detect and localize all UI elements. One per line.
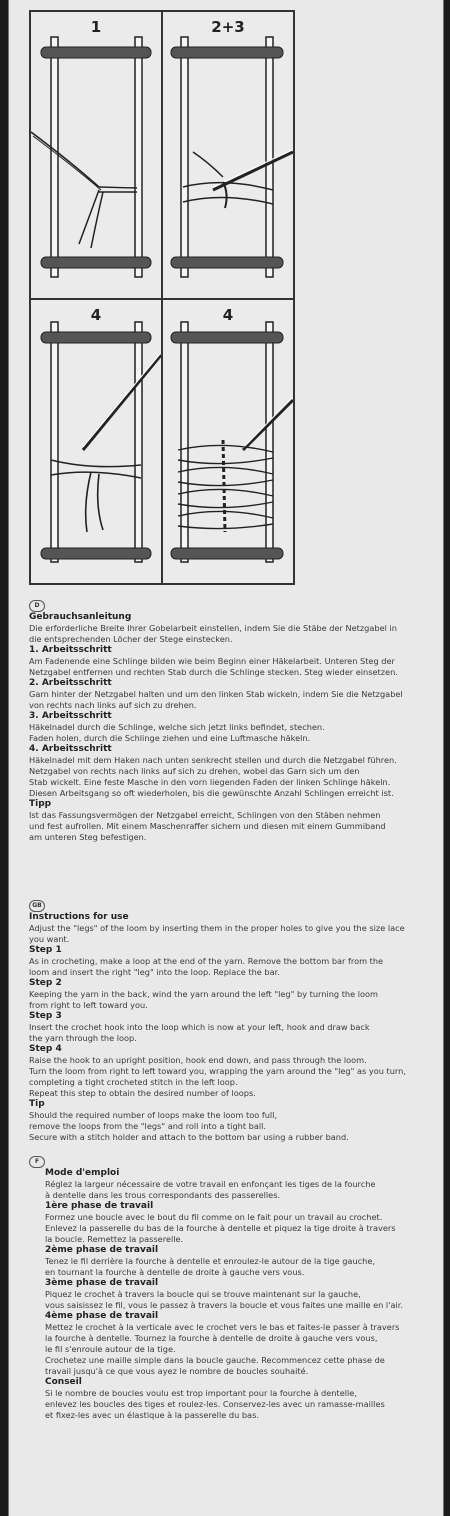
block-heading: Step 3 [29,1011,62,1021]
text-line: Stab wickelt. Eine feste Masche in den vorn liegenden Faden der linken Schlinge häkeln. [29,777,391,787]
block [29,799,439,843]
panel-number: 4 [222,306,234,324]
panel-number: 2+3 [211,18,245,36]
text-line: Am Fadenende eine Schlinge bilden wie beim Beginn einer Häkelarbeit. Unteren Steg der [29,656,395,666]
text-line: Réglez la largeur nécessaire de votre travail en enfonçant les tiges de la fourche [45,1179,376,1189]
text-line: Enlevez la passerelle du bas de la fourche à dentelle et piquez la tige droite à travers [45,1223,396,1233]
panel-step-4-a [29,298,163,585]
block [29,978,439,1011]
text-line: Diesen Arbeitsgang so oft wiederholen, bis die gewünschte Anzahl Schlingen erreicht ist. [29,788,394,798]
block-heading: Step 4 [29,1044,62,1054]
text-line: die entsprechenden Löcher der Stege einstecken. [29,634,233,644]
text-line: Keeping the yarn in the back, wind the yarn around the left "leg" by turning the loom [29,989,379,999]
loom-illustration [31,300,161,583]
illustration-grid [29,10,439,585]
text-line: Ist das Fassungsvermögen der Netzgabel erreicht, Schlingen von den Stäben nehmen [29,810,381,820]
loom-illustration [163,300,293,583]
text-line: Netzgabel von rechts nach links auf sich zu drehen, wobei das Garn sich um den [29,766,360,776]
text-line: the yarn through the loop. [29,1033,137,1043]
text-line: vous saisissez le fil, vous le passez à travers la boucle et vous faites une maille en l'air. [45,1300,403,1310]
block-heading: 1. Arbeitsschritt [29,645,112,655]
block [29,1311,439,1377]
section-english [29,892,439,1143]
language-badge: GB [29,900,45,912]
text-line: Should the required number of loops make the loom too full, [29,1110,278,1120]
text-line: Turn the loom from right to left toward you, wrapping the yarn around the "leg" as you turn, [29,1066,406,1076]
block [29,1011,439,1044]
text-line: you want. [29,934,70,944]
panel-number: 4 [90,306,102,324]
block [29,1278,439,1311]
text-line: Adjust the "legs" of the loom by inserting them in the proper holes to give you the size lace [29,923,405,933]
text-line: Die erforderliche Breite Ihrer Gobelarbeit einstellen, indem Sie die Stäbe der Netzgabel in [29,623,397,633]
instruction-sheet [8,0,444,1516]
text-line: Netzgabel entfernen und rechten Stab durch die Schlinge stecken. Steg wieder einsetzen. [29,667,398,677]
text-line: from right to left toward you. [29,1000,148,1010]
panel-step-2-3 [161,10,295,300]
block [29,912,439,945]
text-line: Tenez le fil derrière la fourche à dentelle et enroulez-le autour de la tige gauche, [45,1256,375,1266]
block-heading: 4. Arbeitsschritt [29,744,112,754]
block-heading: Step 2 [29,978,62,988]
text-line: Secure with a stitch holder and attach to the bottom bar using a rubber band. [29,1132,349,1142]
block [29,945,439,978]
text-line: à dentelle dans les trous correspondants des passerelles. [45,1190,281,1200]
text-line: Mettez le crochet à la verticale avec le crochet vers le bas et faites-le passer à travers [45,1322,400,1332]
block-heading: 2ème phase de travail [45,1245,159,1255]
loom-illustration [31,12,161,298]
text-line: Piquez le crochet à travers la boucle qui se trouve maintenant sur la gauche, [45,1289,361,1299]
text-line: en tournant la fourche à dentelle de droite à gauche vers vous. [45,1267,305,1277]
block [29,744,439,799]
block [29,612,439,645]
text-line: am unteren Steg befestigen. [29,832,147,842]
section-french [29,1148,439,1421]
text-line: Raise the hook to an upright position, hook end down, and pass through the loom. [29,1055,367,1065]
text-line: Häkelnadel mit dem Haken nach unten senkrecht stellen und durch die Netzgabel führen. [29,755,397,765]
text-line: Häkelnadel durch die Schlinge, welche sich jetzt links befindet, stechen. [29,722,325,732]
text-line: la fourche à dentelle. Tournez la fourche à dentelle de droite à gauche vers vous, [45,1333,378,1343]
block-heading: Tipp [29,799,52,809]
text-line: completing a tight crocheted stitch in the left loop. [29,1077,238,1087]
text-line: Insert the crochet hook into the loop which is now at your left, hook and draw back [29,1022,370,1032]
loom-illustration [163,12,293,298]
block-heading: Tip [29,1099,45,1109]
block-heading: Gebrauchsanleitung [29,612,132,622]
text-line: la boucle. Remettez la passerelle. [45,1234,184,1244]
text-line: von rechts nach links auf sich zu drehen. [29,700,197,710]
text-line: remove the loops from the "legs" and roll into a tight ball. [29,1121,267,1131]
text-line: Formez une boucle avec le bout du fil comme on le fait pour un travail au crochet. [45,1212,383,1222]
text-line: Faden holen, durch die Schlinge ziehen und eine Luftmasche häkeln. [29,733,311,743]
block-heading: 4ème phase de travail [45,1311,159,1321]
panel-number: 1 [90,18,102,36]
block-heading: Conseil [45,1377,82,1387]
text-line: le fil s'enroule autour de la tige. [45,1344,176,1354]
language-badge: F [29,1156,45,1168]
block [29,678,439,711]
text-line: loom and insert the right "leg" into the loop. Replace the bar. [29,967,280,977]
text-line: et fixez-les avec un élastique à la passerelle du bas. [45,1410,259,1420]
block-heading: 2. Arbeitsschritt [29,678,112,688]
block-heading: 3. Arbeitsschritt [29,711,112,721]
block-heading: 1ère phase de travail [45,1201,154,1211]
block [29,1201,439,1245]
block-heading: 3ème phase de travail [45,1278,159,1288]
block [29,1044,439,1099]
text-line: Si le nombre de boucles voulu est trop important pour la fourche à dentelle, [45,1388,357,1398]
block [29,1168,439,1201]
panel-step-1 [29,10,163,300]
text-line: As in crocheting, make a loop at the end of the yarn. Remove the bottom bar from the [29,956,384,966]
text-line: und fest aufrollen. Mit einem Maschenraffer sichern und diesen mit einem Gummiband [29,821,386,831]
block [29,1377,439,1421]
text-line: Crochetez une maille simple dans la boucle gauche. Recommencez cette phase de [45,1355,385,1365]
block-heading: Step 1 [29,945,62,955]
text-line: travail jusqu'à ce que vous ayez le nombre de boucles souhaité. [45,1366,309,1376]
section-german [29,592,439,843]
text-line: Repeat this step to obtain the desired number of loops. [29,1088,256,1098]
language-badge: D [29,600,45,612]
block-heading: Mode d'emploi [45,1168,120,1178]
block [29,1245,439,1278]
block [29,711,439,744]
block [29,1099,439,1143]
text-line: enlevez les boucles des tiges et roulez-les. Conservez-les avec un ramasse-mailles [45,1399,385,1409]
block [29,645,439,678]
block-heading: Instructions for use [29,912,129,922]
text-line: Garn hinter der Netzgabel halten und um den linken Stab wickeln, indem Sie die Netzgabel [29,689,403,699]
panel-step-4-b [161,298,295,585]
